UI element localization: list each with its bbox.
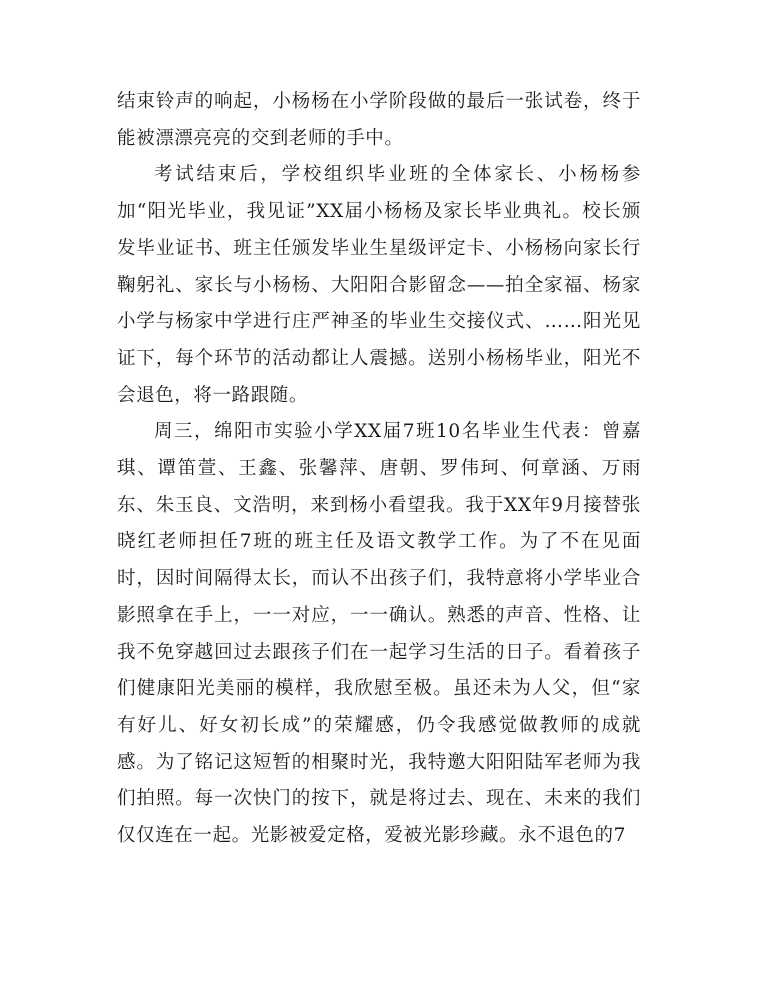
paragraph: 结束铃声的响起，小杨杨在小学阶段做的最后一张试卷，终于能被漂漂亮亮的交到老师的手中。 bbox=[117, 91, 641, 149]
paragraph: 周三，绵阳市实验小学XX届7班10名毕业生代表：曾嘉琪、谭笛萱、王鑫、张馨萍、唐朝、罗伟珂、何章涵、万雨东、朱玉良、文浩明，来到杨小看望我。我于XX年9月接替张晓红老师担任7班的班主任及语文教学工作。为了不在见面时，因时间隔得太长，而认不出孩子们，我特意将小学毕业合影照拿在手上，一一对应，一一确认。熟悉的声音、性格、让我不免穿越回过去跟孩子们在一起学习生活的日子。看着孩子们健康阳光美丽的模样，我欣慰至极。虽还未为人父，但“家有好儿、好女初长成”的荣耀感，仍令我感觉做教师的成就感。为了铭记这短暂的相聚时光，我特邀大阳阳陆军老师为我们拍照。每一次快门的按下，就是将过去、现在、未来的我们仅仅连在一起。光影被爱定格，爱被光影珍藏。永不退色的7 bbox=[117, 421, 641, 847]
document-page bbox=[117, 84, 641, 855]
paragraph: 考试结束后，学校组织毕业班的全体家长、小杨杨参加“阳光毕业，我见证”XX届小杨杨及家长毕业典礼。校长颁发毕业证书、班主任颁发毕业生星级评定卡、小杨杨向家长行鞠躬礼、家长与小杨杨、大阳阳合影留念——拍全家福、杨家小学与杨家中学进行庄严神圣的毕业生交接仪式、……阳光见证下，每个环节的活动都让人震撼。送别小杨杨毕业，阳光不会退色，将一路跟随。 bbox=[117, 164, 641, 406]
